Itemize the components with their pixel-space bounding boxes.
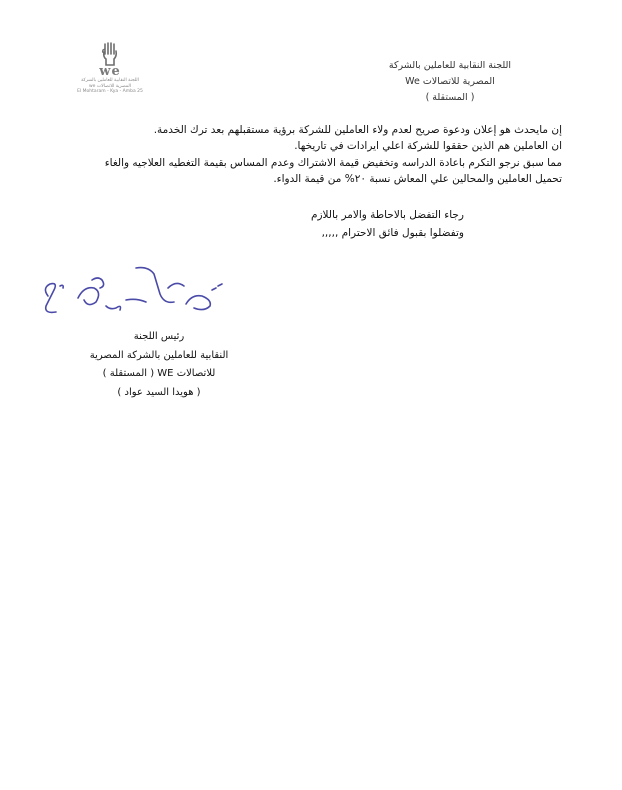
body-line-4: تحميل العاملين والمحالين علي المعاش نسبة ٢٠% من قيمة الدواء.	[273, 172, 562, 185]
logo-name: we	[99, 64, 121, 79]
signatory-role: رئيس اللجنة	[133, 331, 185, 342]
letterhead-line-3: ( المستقلة )	[425, 92, 475, 103]
logo-line-2: المصرية للاتصالات we	[89, 83, 131, 89]
union-logo	[70, 42, 150, 114]
signatory-org-line-1: النقابية للعاملين بالشركة المصرية	[89, 349, 229, 361]
closing-remarks	[311, 206, 464, 242]
letterhead-line-1: اللجنة النقابية للعاملين بالشركة	[388, 60, 512, 71]
letterhead-line-2: المصرية للاتصالات We	[405, 76, 495, 87]
raised-fist-icon	[99, 42, 121, 66]
letterhead	[350, 58, 550, 106]
body-line-2: ان العاملين هم الذين حققوا للشركة اعلي ايرادات في تاريخها.	[294, 140, 562, 153]
signatory-block	[64, 328, 254, 402]
letter-body	[42, 122, 562, 187]
closing-line-1: رجاء التفضل بالاحاطة والامر باللازم	[310, 209, 464, 221]
signatory-org-line-2: للاتصالات WE ( المستقلة )	[102, 368, 216, 379]
handwritten-signature	[36, 258, 236, 328]
body-line-1: إن مايحدث هو إعلان ودعوة صريح لعدم ولاء العاملين للشركة برؤية مستقبلهم بعد ترك الخدمة.	[153, 124, 562, 136]
closing-line-2: وتفضلوا بقبول فائق الاحترام ,,,,,	[321, 227, 464, 239]
body-line-3: مما سبق نرجو التكرم باعادة الدراسه وتخفيض قيمة الاشتراك وعدم المساس بقيمة التغطيه العلاجيه والغاء	[104, 156, 562, 169]
logo-line-1: اللجنة النقابية للعاملين بالشركة	[81, 78, 139, 83]
signatory-name: ( هويدا السيد عواد )	[117, 386, 201, 398]
logo-tagline: El Mohtaram - Kya - Amba 25	[77, 89, 143, 94]
